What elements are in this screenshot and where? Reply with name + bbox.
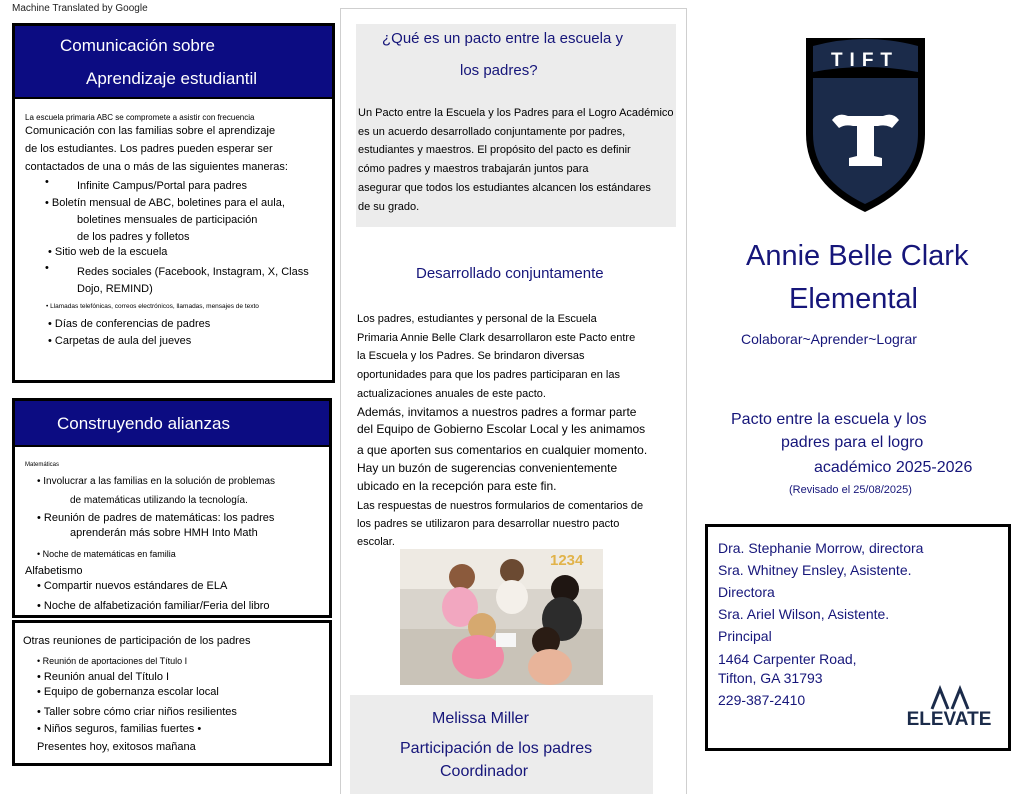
communication-item: • Carpetas de aula del jueves bbox=[48, 335, 192, 347]
jointly-line: Primaria Annie Belle Clark desarrollaron este Pacto entre bbox=[357, 332, 636, 344]
coordinator-name: Melissa Miller bbox=[432, 710, 529, 727]
coordinator-role-line2: Coordinador bbox=[440, 763, 529, 780]
jointly-line: los padres se utilizaron para desarrollar nuestro pacto bbox=[357, 518, 620, 530]
what-is-line: de su grado. bbox=[358, 201, 420, 213]
alliances-box bbox=[12, 398, 332, 618]
compact-title-line1: Pacto entre la escuela y los bbox=[731, 411, 927, 428]
bullet-dot: • bbox=[45, 176, 49, 188]
logo-text: TIFT bbox=[830, 50, 900, 71]
communication-item: • Llamadas telefónicas, correos electrónicos, llamadas, mensajes de texto bbox=[46, 303, 259, 310]
communication-item: de los padres y folletos bbox=[77, 231, 190, 243]
other-meetings-title: Otras reuniones de participación de los padres bbox=[23, 635, 251, 647]
machine-translated-note: Machine Translated by Google bbox=[12, 3, 148, 14]
what-is-line: es un acuerdo desarrollado conjuntamente por padres, bbox=[358, 126, 626, 138]
meeting-item: Presentes hoy, exitosos mañana bbox=[37, 741, 196, 753]
meeting-item: • Taller sobre cómo criar niños resilientes bbox=[37, 706, 237, 718]
contact-address: 1464 Carpenter Road, bbox=[718, 651, 857, 667]
jointly-line: ubicado en la recepción para este fin. bbox=[357, 479, 557, 493]
elevate-logo bbox=[904, 685, 994, 742]
photo-numbers: 1234 bbox=[550, 552, 584, 569]
school-motto: Colaborar~Aprender~Lograr bbox=[741, 331, 917, 347]
tift-shield-logo bbox=[798, 34, 933, 221]
jointly-line: oportunidades para que los padres participaran en las bbox=[357, 369, 620, 381]
communication-item: Dojo, REMIND) bbox=[77, 283, 153, 295]
communication-intro-line: contactados de una o más de las siguientes maneras: bbox=[25, 161, 288, 173]
literacy-label: Alfabetismo bbox=[25, 565, 83, 577]
alliances-header bbox=[15, 401, 329, 445]
meeting-item: • Reunión anual del Título I bbox=[37, 671, 170, 683]
communication-title-line2: Aprendizaje estudiantil bbox=[86, 69, 258, 88]
school-name-line2: Elemental bbox=[789, 283, 918, 315]
communication-title-line1: Comunicación sobre bbox=[60, 36, 215, 55]
other-meetings-box bbox=[12, 620, 332, 766]
communication-box bbox=[12, 23, 335, 383]
math-label: Matemáticas bbox=[25, 462, 60, 468]
math-item: • Involucrar a las familias en la solución de problemas bbox=[37, 476, 276, 487]
communication-intro-line: de los estudiantes. Los padres pueden esperar ser bbox=[25, 143, 273, 155]
jointly-line: Las respuestas de nuestros formularios de comentarios de bbox=[357, 500, 644, 512]
communication-item: • Sitio web de la escuela bbox=[48, 246, 168, 258]
jointly-line: del Equipo de Gobierno Escolar Local y les animamos bbox=[357, 422, 646, 436]
literacy-item: • Noche de alfabetización familiar/Feria del libro bbox=[37, 600, 270, 612]
alliances-title: Construyendo alianzas bbox=[57, 414, 230, 433]
contact-line: Dra. Stephanie Morrow, directora bbox=[718, 540, 924, 556]
communication-intro-small: La escuela primaria ABC se compromete a asistir con frecuencia bbox=[25, 113, 255, 122]
literacy-item: • Compartir nuevos estándares de ELA bbox=[37, 580, 228, 592]
top-border bbox=[340, 8, 686, 9]
communication-item: • Boletín mensual de ABC, boletines para el aula, bbox=[45, 197, 285, 209]
contact-line: Sra. Whitney Ensley, Asistente. bbox=[718, 562, 912, 578]
what-is-line: asegurar que todos los estudiantes alcancen los estándares bbox=[358, 182, 651, 194]
jointly-line: Además, invitamos a nuestros padres a formar parte bbox=[357, 405, 637, 419]
jointly-line: escolar. bbox=[357, 536, 395, 548]
communication-intro-line: Comunicación con las familias sobre el aprendizaje bbox=[25, 125, 276, 137]
communication-item: Redes sociales (Facebook, Instagram, X, Class bbox=[77, 266, 309, 278]
contact-line: Directora bbox=[718, 584, 775, 600]
what-is-line: estudiantes y maestros. El propósito del pacto es definir bbox=[358, 144, 631, 156]
meeting-item: • Niños seguros, familias fuertes • bbox=[37, 723, 202, 735]
panel-divider-right bbox=[686, 8, 687, 794]
elevate-text: ELEVATE bbox=[906, 709, 992, 730]
what-is-title-line1: ¿Qué es un pacto entre la escuela y bbox=[382, 30, 623, 47]
what-is-line: Un Pacto entre la Escuela y los Padres para el Logro Académico bbox=[358, 107, 674, 119]
contact-city: Tifton, GA 31793 bbox=[718, 670, 823, 686]
jointly-line: Hay un buzón de sugerencias convenientemente bbox=[357, 461, 618, 475]
jointly-line: Los padres, estudiantes y personal de la Escuela bbox=[357, 313, 597, 325]
what-is-line: cómo padres y maestros trabajarán juntos para bbox=[358, 163, 589, 175]
math-item: aprenderán más sobre HMH Into Math bbox=[70, 527, 258, 539]
jointly-line: actualizaciones anuales de este pacto. bbox=[357, 388, 546, 400]
bullet-dot: • bbox=[45, 262, 49, 274]
contact-phone: 229-387-2410 bbox=[718, 692, 806, 708]
children-working-together-photo bbox=[400, 549, 603, 685]
panel-divider-left bbox=[340, 8, 341, 794]
communication-item: boletines mensuales de participación bbox=[77, 214, 258, 226]
communication-item: Infinite Campus/Portal para padres bbox=[77, 180, 247, 192]
jointly-title: Desarrollado conjuntamente bbox=[416, 265, 604, 282]
coordinator-role-line1: Participación de los padres bbox=[400, 740, 593, 757]
compact-title-line2: padres para el logro bbox=[781, 434, 924, 451]
jointly-line: a que aporten sus comentarios en cualquier momento. bbox=[357, 443, 648, 457]
contact-line: Sra. Ariel Wilson, Asistente. bbox=[718, 606, 890, 622]
meeting-item: • Equipo de gobernanza escolar local bbox=[37, 686, 219, 698]
math-item: • Reunión de padres de matemáticas: los padres bbox=[37, 512, 275, 524]
compact-title-line3: académico 2025-2026 bbox=[814, 459, 973, 476]
math-item: • Noche de matemáticas en familia bbox=[37, 549, 176, 559]
school-name-line1: Annie Belle Clark bbox=[746, 240, 969, 272]
communication-header bbox=[15, 26, 332, 97]
contact-box bbox=[705, 524, 1011, 751]
math-item: de matemáticas utilizando la tecnología. bbox=[70, 495, 248, 506]
jointly-line: la Escuela y los Padres. Se brindaron diversas bbox=[357, 350, 585, 362]
contact-line: Principal bbox=[718, 628, 772, 644]
what-is-title-line2: los padres? bbox=[460, 62, 538, 79]
meeting-item: • Reunión de aportaciones del Título I bbox=[37, 656, 188, 666]
communication-item: • Días de conferencias de padres bbox=[48, 318, 211, 330]
revised-date: (Revisado el 25/08/2025) bbox=[789, 484, 912, 496]
